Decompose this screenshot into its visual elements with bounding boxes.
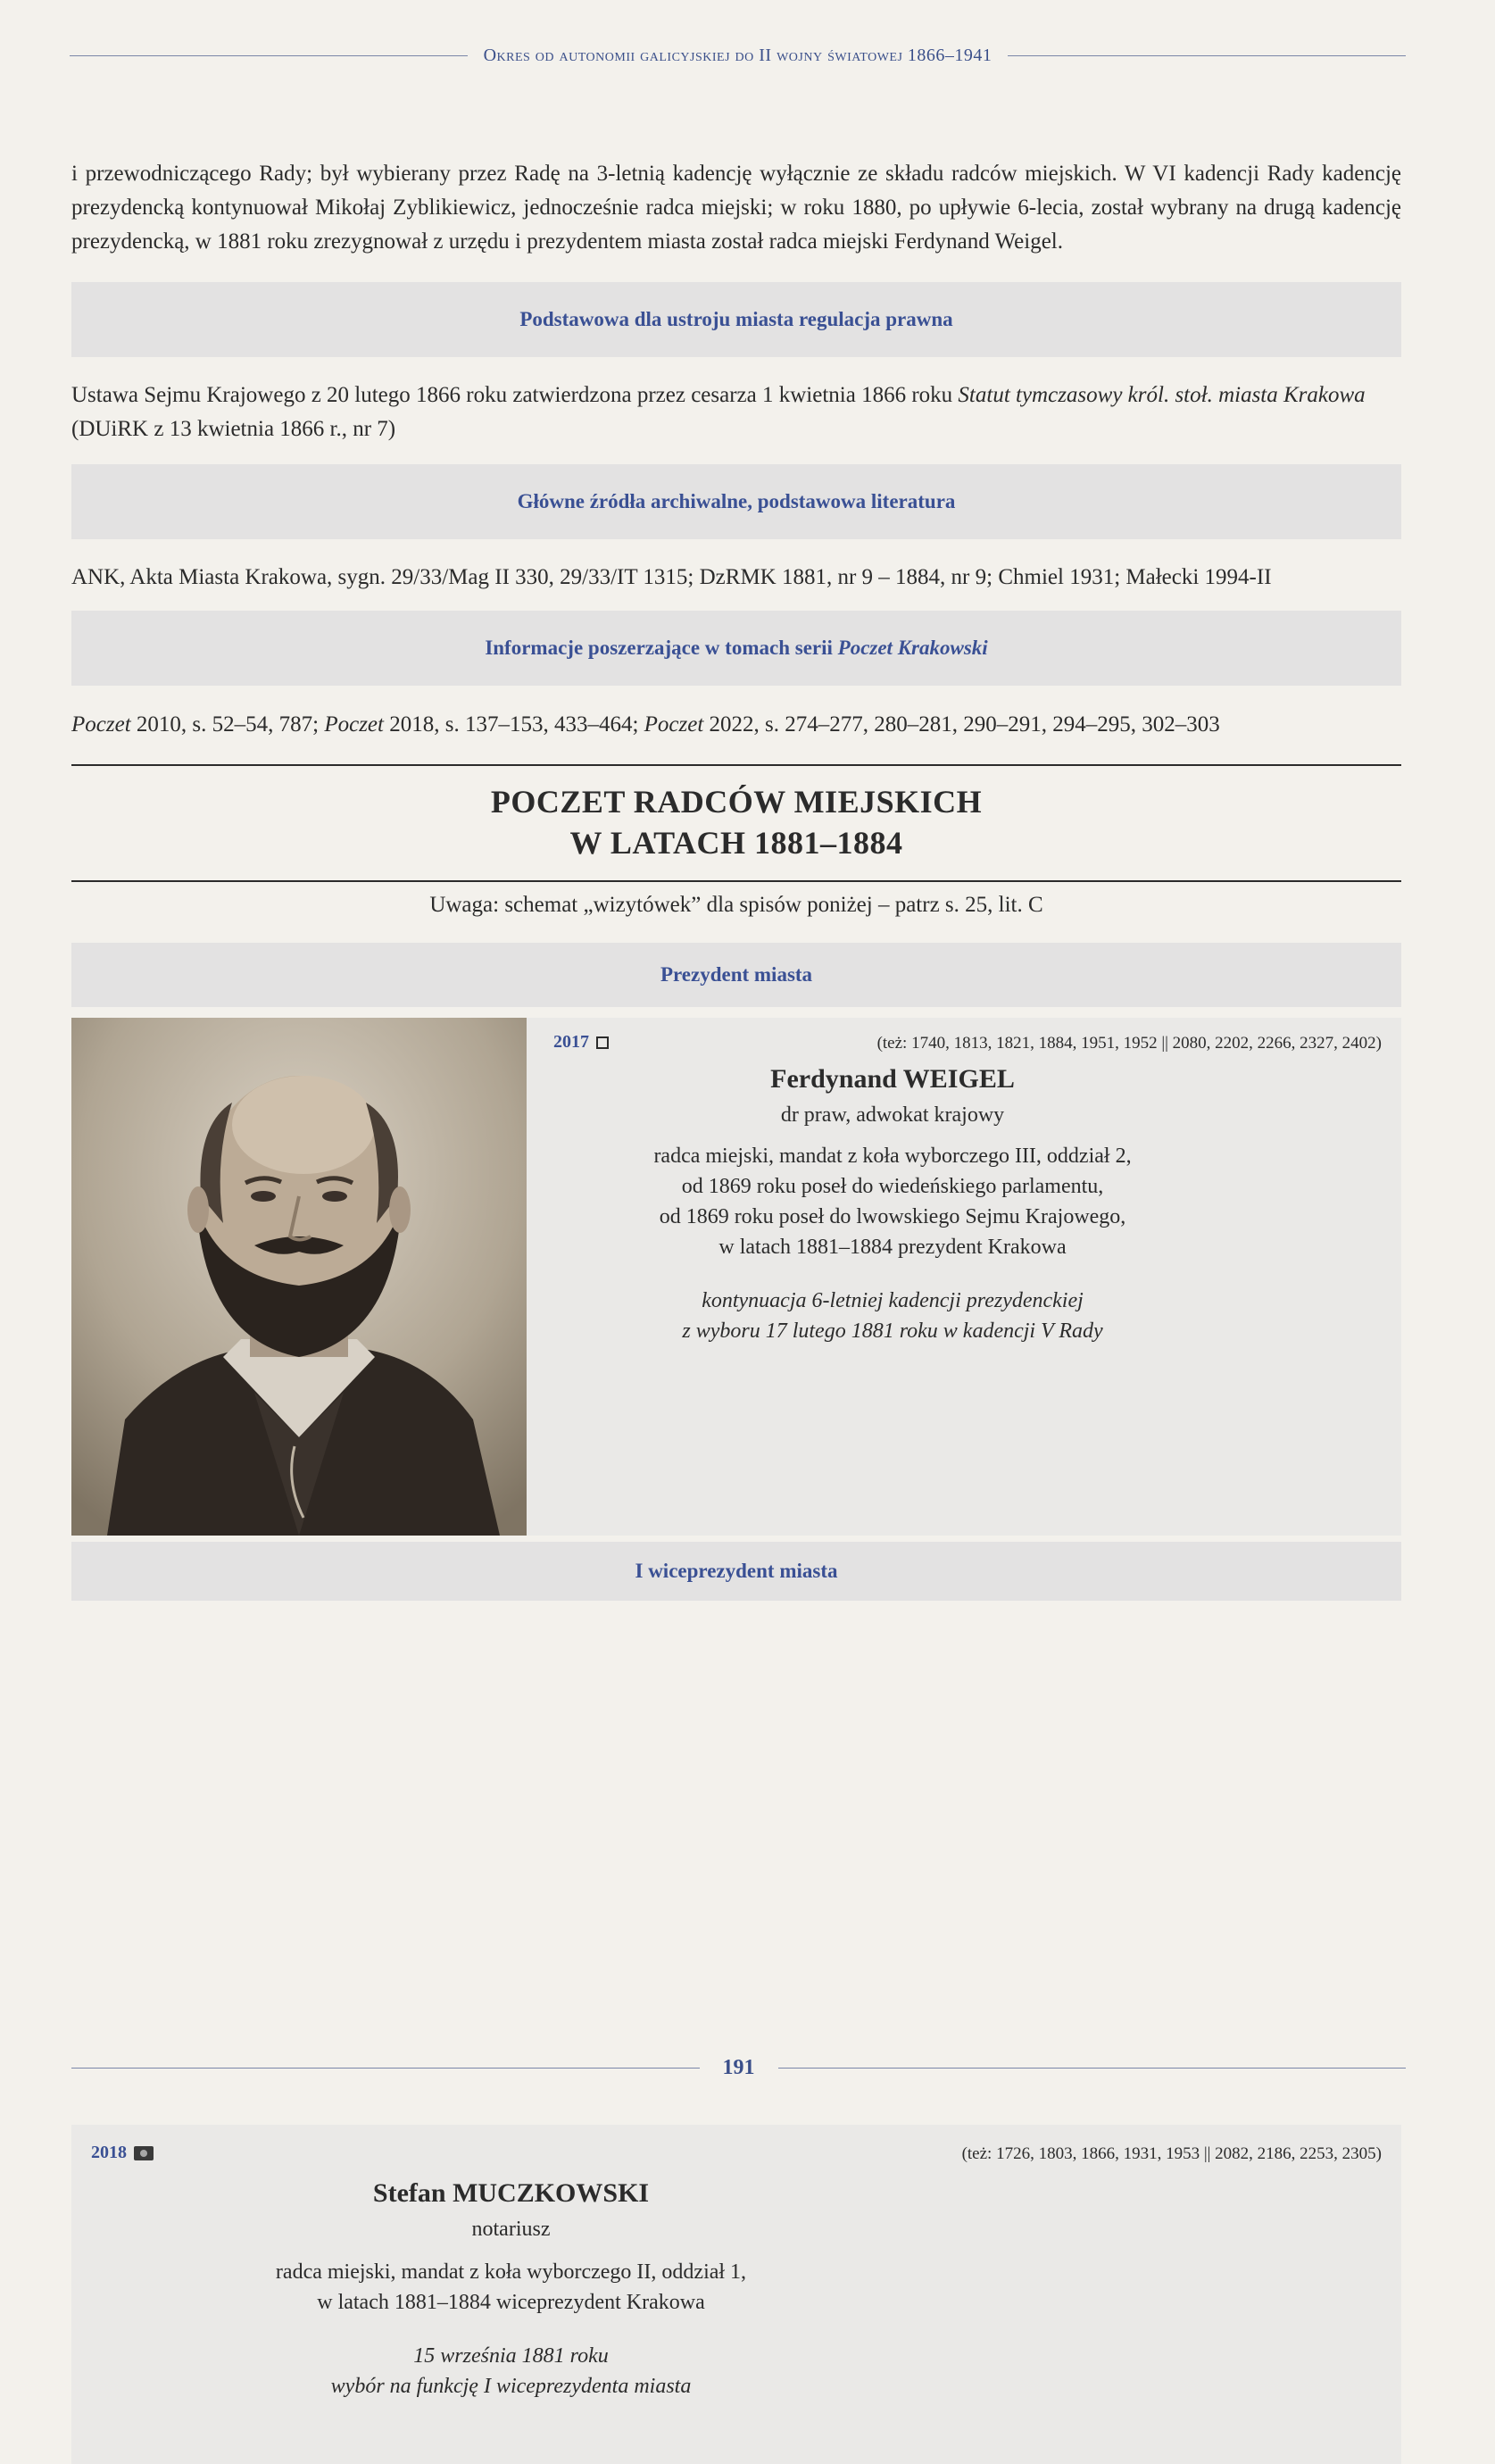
section-heading-extra-info bbox=[485, 637, 987, 660]
footer-rule-right bbox=[778, 2068, 1407, 2069]
main-title-line-1: POCZET RADCÓW MIEJSKICH bbox=[490, 784, 983, 820]
president-italic-line: kontynuacja 6-letniej kadencji prezydenckiej bbox=[702, 1289, 1084, 1312]
president-line: od 1869 roku poseł do wiedeńskiego parlamentu, bbox=[681, 1175, 1104, 1198]
president-entry-number bbox=[553, 1032, 609, 1053]
sources-text: ANK, Akta Miasta Krakowa, sygn. 29/33/Mag II 330, 29/33/IT 1315; DzRMK 1881, nr 9 – 1884, nr 9; Chmiel 1931; Małecki 1994-II bbox=[71, 565, 1272, 589]
legal-text-block bbox=[71, 379, 1401, 446]
vice-title: notariusz bbox=[471, 2218, 551, 2241]
vice-italic-line: wybór na funkcję I wiceprezydenta miasta bbox=[330, 2375, 692, 2398]
running-header bbox=[70, 37, 1406, 73]
ref-italic: Poczet bbox=[71, 712, 131, 737]
portrait-photo bbox=[71, 1018, 527, 1536]
vice-name: Stefan MUCZKOWSKI bbox=[372, 2178, 650, 2208]
president-title: dr praw, adwokat krajowy bbox=[780, 1103, 1005, 1127]
president-cross-refs: (też: 1740, 1813, 1821, 1884, 1951, 1952 || 2080, 2202, 2266, 2327, 2402) bbox=[876, 1034, 1382, 1053]
vice-president-card bbox=[71, 2125, 1401, 2464]
legal-text-tail: (DUiRK z 13 kwietnia 1866 r., nr 7) bbox=[71, 417, 396, 441]
running-header-text: Okres od autonomii galicyjskiej do II wojny światowej 1866–1941 bbox=[483, 45, 993, 65]
legal-text-plain: Ustawa Sejmu Krajowego z 20 lutego 1866 roku zatwierdzona przez cesarza 1 kwietnia 1866 roku bbox=[71, 383, 959, 407]
footer-rule-left bbox=[71, 2068, 700, 2069]
camera-icon bbox=[134, 2146, 154, 2160]
ref-italic: Poczet bbox=[324, 712, 384, 737]
main-title bbox=[71, 781, 1401, 863]
president-card bbox=[71, 1018, 1401, 1536]
section-heading-president: Prezydent miasta bbox=[660, 963, 813, 986]
legal-text bbox=[71, 379, 1401, 446]
president-line: w latach 1881–1884 prezydent Krakowa bbox=[718, 1236, 1067, 1259]
ref-italic: Poczet bbox=[644, 712, 704, 737]
ref-plain: 2010, s. 52–54, 787; bbox=[130, 712, 325, 737]
header-rule-left bbox=[70, 55, 468, 56]
president-line: radca miejski, mandat z koła wyborczego III, oddział 2, bbox=[653, 1145, 1132, 1168]
vice-line: w latach 1881–1884 wiceprezydent Krakowa bbox=[317, 2291, 705, 2314]
extra-info-heading-italic: Poczet Krakowski bbox=[837, 637, 988, 659]
vice-number-text: 2018 bbox=[91, 2143, 127, 2162]
page-footer bbox=[71, 2050, 1406, 2085]
section-band-vice-president bbox=[71, 1542, 1401, 1601]
president-line: od 1869 roku poseł do lwowskiego Sejmu Krajowego, bbox=[659, 1205, 1126, 1228]
section-heading-sources: Główne źródła archiwalne, podstawowa literatura bbox=[517, 490, 956, 512]
vice-details bbox=[71, 2178, 951, 2402]
portrait-image bbox=[71, 1018, 527, 1536]
schema-note: Uwaga: schemat „wizytówek” dla spisów poniżej – patrz s. 25, lit. C bbox=[429, 893, 1043, 917]
section-heading-vice-president: I wiceprezydent miasta bbox=[635, 1560, 838, 1582]
sources-text-block bbox=[71, 561, 1401, 595]
section-band-sources bbox=[71, 464, 1401, 539]
section-band-president bbox=[71, 943, 1401, 1007]
vice-cross-refs: (też: 1726, 1803, 1866, 1931, 1953 || 2082, 2186, 2253, 2305) bbox=[961, 2144, 1382, 2163]
legal-text-italic: Statut tymczasowy król. stoł. miasta Krakowa bbox=[958, 383, 1366, 407]
header-rule-right bbox=[1008, 55, 1406, 56]
ref-plain: 2022, s. 274–277, 280–281, 290–291, 294–295, 302–303 bbox=[703, 712, 1220, 737]
main-title-line-2: W LATACH 1881–1884 bbox=[569, 825, 903, 861]
president-name: Ferdynand WEIGEL bbox=[770, 1064, 1015, 1094]
vice-italic-line: 15 września 1881 roku bbox=[413, 2344, 609, 2368]
section-band-legal bbox=[71, 282, 1401, 357]
vice-line: radca miejski, mandat z koła wyborczego II, oddział 1, bbox=[275, 2260, 747, 2284]
president-number-text: 2017 bbox=[553, 1032, 589, 1052]
section-heading-legal: Podstawowa dla ustroju miasta regulacja prawna bbox=[519, 308, 953, 330]
president-details bbox=[553, 1064, 1232, 1346]
vice-entry-number bbox=[91, 2143, 154, 2163]
title-rule-top bbox=[71, 764, 1401, 766]
intro-paragraph: i przewodniczącego Rady; był wybierany przez Radę na 3-letnią kadencję wyłącznie ze składu radców miejskich. W VI kadencji Rady kadencję prezydencką kontynuował Mikołaj Zyblikiewicz, jednocześnie radca miejski; w roku 1880, po upływie 6-lecia, został wybrany na drugą kadencję prezydencką, w 1881 roku zrezygnował z urzędu i prezydentem miasta został radca miejski Ferdynand Weigel. bbox=[71, 162, 1401, 254]
square-marker-icon bbox=[596, 1036, 609, 1049]
section-band-extra-info bbox=[71, 611, 1401, 686]
page-number: 191 bbox=[722, 2055, 755, 2079]
title-rule-bottom bbox=[71, 880, 1401, 882]
extra-info-refs-block bbox=[71, 708, 1401, 742]
ref-plain: 2018, s. 137–153, 433–464; bbox=[383, 712, 644, 737]
extra-info-refs bbox=[71, 708, 1401, 742]
intro-block bbox=[71, 157, 1401, 259]
president-italic-line: z wyboru 17 lutego 1881 roku w kadencji V Rady bbox=[682, 1319, 1103, 1343]
extra-info-heading-plain: Informacje poszerzające w tomach serii bbox=[485, 637, 838, 659]
